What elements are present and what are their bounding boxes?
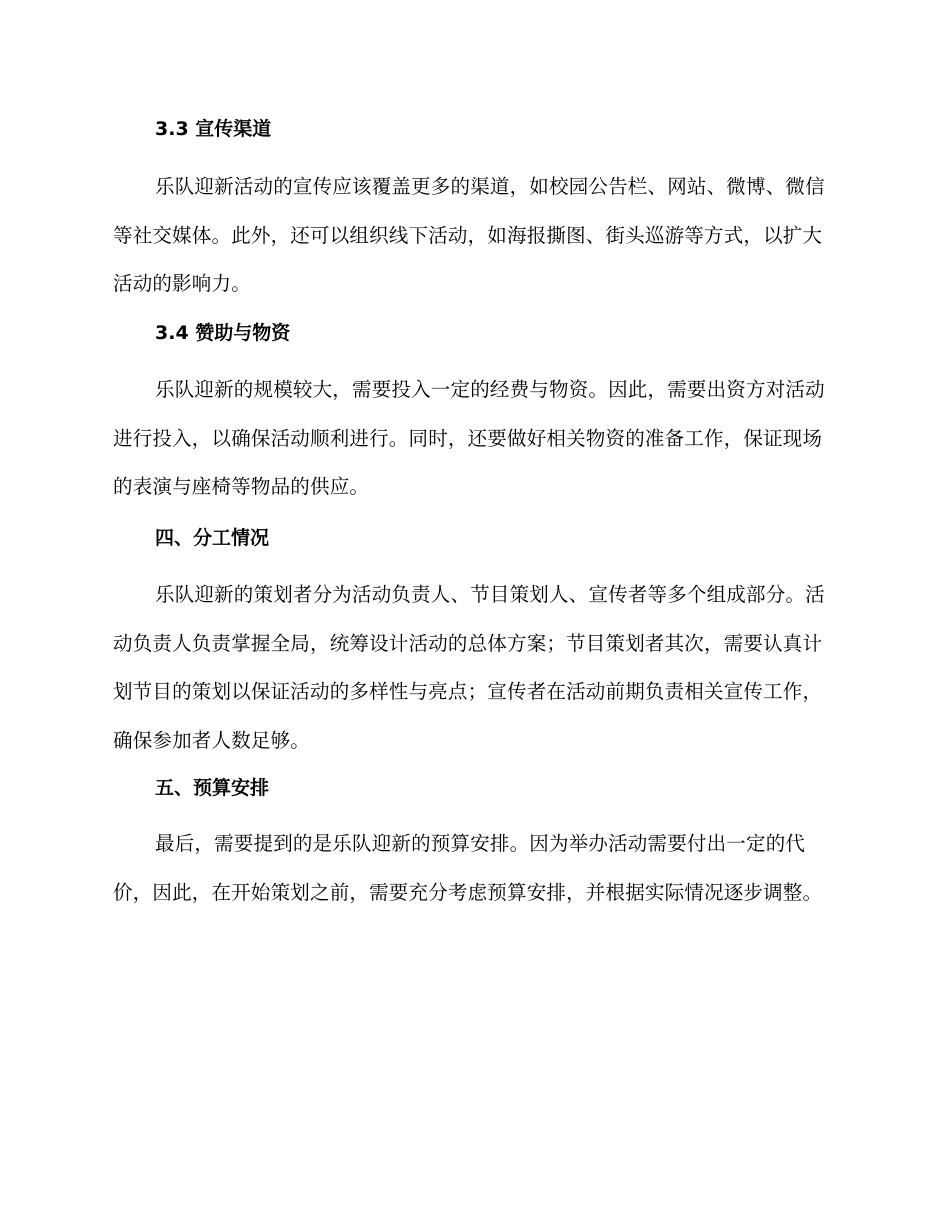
section-heading-4: 四、分工情况 xyxy=(155,527,270,549)
section-paragraph-4: 乐队迎新的策划者分为活动负责人、节目策划人、宣传者等多个组成部分。活动负责人负责掌握全局，统筹设计活动的总体方案；节目策划者其次，需要认真计划节目的策划以保证活动的多样性与亮点；宣传者在活动前期负责相关宣传工作，确保参加者人数足够。 xyxy=(113,583,825,752)
section-heading-3-3: 3.3 宣传渠道 xyxy=(155,118,272,140)
section-heading-3-4: 3.4 赞助与物资 xyxy=(155,322,291,344)
section-paragraph-3-4: 乐队迎新的规模较大，需要投入一定的经费与物资。因此，需要出资方对活动进行投入，以确保活动顺利进行。同时，还要做好相关物资的准备工作，保证现场的表演与座椅等物品的供应。 xyxy=(113,378,825,498)
section-heading-5: 五、预算安排 xyxy=(155,777,270,799)
section-paragraph-3-3: 乐队迎新活动的宣传应该覆盖更多的渠道，如校园公告栏、网站、微博、微信等社交媒体。此外，还可以组织线下活动，如海报撕图、街头巡游等方式，以扩大活动的影响力。 xyxy=(113,175,825,295)
section-paragraph-5: 最后，需要提到的是乐队迎新的预算安排。因为举办活动需要付出一定的代价，因此，在开始策划之前，需要充分考虑预算安排，并根据实际情况逐步调整。 xyxy=(113,832,823,904)
